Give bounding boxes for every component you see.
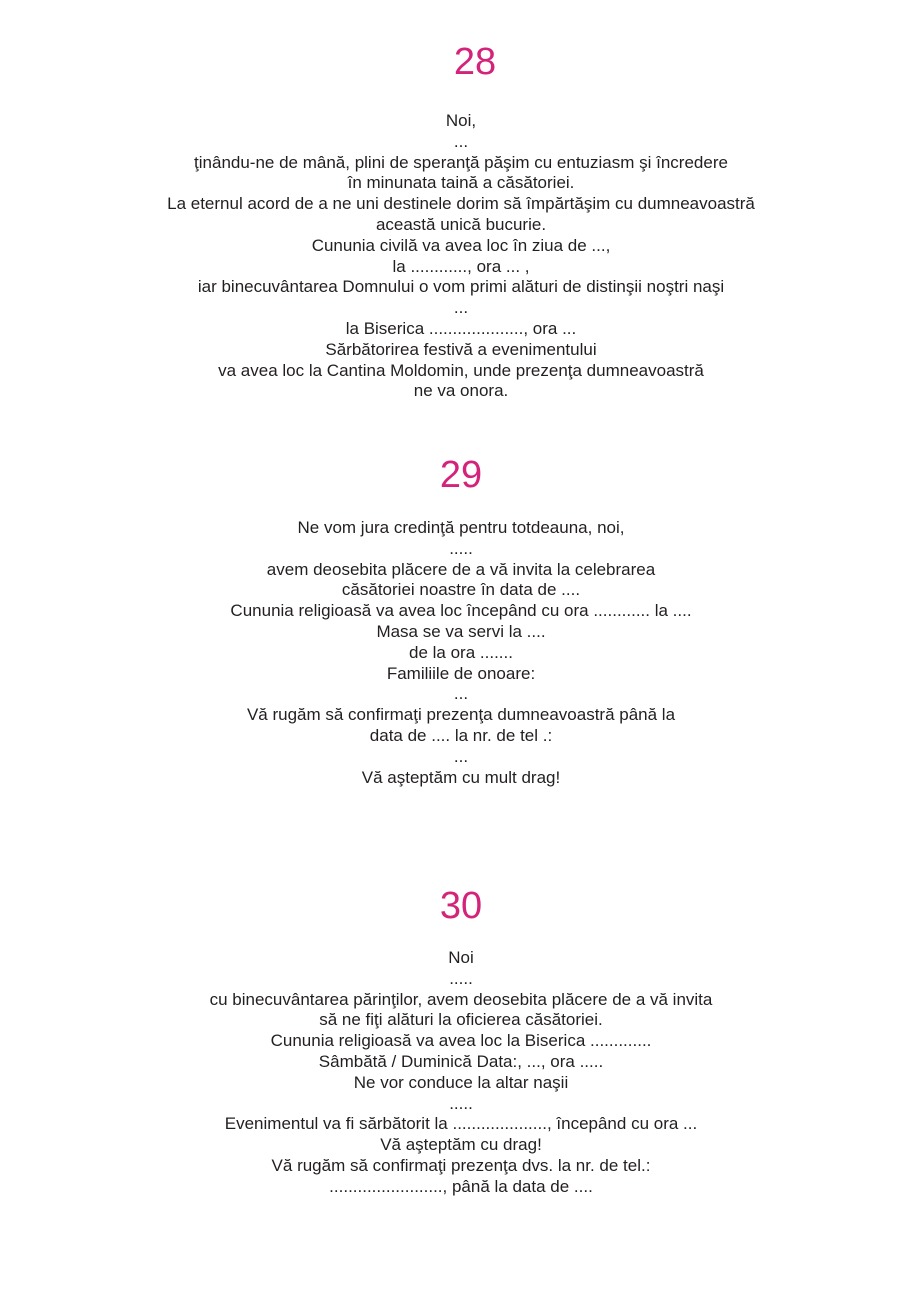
text-line: ne va onora.: [413, 381, 509, 401]
invitation-text: [0, 518, 922, 788]
text-line: la Biserica ...................., ora ...: [345, 318, 577, 338]
text-line: Familiile de onoare:: [386, 663, 536, 683]
invitation-28: [0, 40, 922, 402]
text-line: această unică bucurie.: [375, 214, 547, 234]
text-line: Cununia religioasă va avea loc începând cu ora ............ la ....: [230, 601, 692, 621]
text-line: Evenimentul va fi sărbătorit la ...................., începând cu ora ...: [224, 1114, 698, 1134]
invitation-number: 28: [453, 41, 497, 83]
text-line: Vă aşteptăm cu mult drag!: [361, 767, 561, 787]
text-line: ...: [453, 684, 469, 704]
text-line: la ............, ora ... ,: [392, 256, 530, 276]
text-line: Ne vom jura credinţă pentru totdeauna, noi,: [297, 518, 625, 537]
text-line: de la ora .......: [409, 642, 513, 662]
text-line: data de .... la nr. de tel .:: [369, 725, 553, 745]
text-line: va avea loc la Cantina Moldomin, unde prezenţa dumneavoastră: [218, 360, 704, 380]
text-line: Vă rugăm să confirmaţi prezenţa dumneavoastră până la: [246, 705, 676, 725]
text-line: .....: [449, 1093, 473, 1113]
text-line: .....: [449, 538, 473, 558]
text-line: în minunata taină a căsătoriei.: [347, 173, 575, 193]
invitation-30: [0, 884, 922, 1198]
text-line: ...: [453, 746, 469, 766]
invitation-number: 30: [439, 885, 483, 927]
text-line: La eternul acord de a ne uni destinele dorim să împărtăşim cu dumneavoastră: [167, 194, 755, 214]
text-line: Noi,: [445, 111, 477, 130]
text-line: avem deosebita plăcere de a vă invita la celebrarea: [266, 559, 656, 579]
text-line: ţinându-ne de mână, plini de speranţă păşim cu entuziasm şi încredere: [194, 152, 728, 172]
text-line: Masa se va servi la ....: [376, 621, 546, 641]
invitation-number: 29: [439, 454, 483, 496]
text-line: cu binecuvântarea părinţilor, avem deosebita plăcere de a vă invita: [209, 989, 713, 1009]
invitation-29: [0, 453, 922, 788]
text-line: ...: [453, 298, 469, 318]
text-line: Vă aşteptăm cu drag!: [380, 1135, 542, 1155]
invitation-text: [0, 111, 922, 402]
text-line: Ne vor conduce la altar naşii: [353, 1072, 569, 1092]
text-line: Noi: [448, 948, 474, 967]
text-line: Cununia civilă va avea loc în ziua de ...,: [311, 235, 611, 255]
text-line: căsătoriei noastre în data de ....: [341, 580, 581, 600]
text-line: ...: [453, 131, 469, 151]
text-line: Cununia religioasă va avea loc la Biserica .............: [270, 1031, 652, 1051]
text-line: iar binecuvântarea Domnului o vom primi alături de distinşii noştri naşi: [197, 277, 725, 297]
text-line: Vă rugăm să confirmaţi prezenţa dvs. la nr. de tel.:: [271, 1155, 651, 1175]
text-line: Sâmbătă / Duminică Data:, ..., ora .....: [318, 1051, 604, 1071]
text-line: .....: [449, 968, 473, 988]
text-line: Sărbătorirea festivă a evenimentului: [325, 339, 597, 359]
text-line: să ne fiţi alături la oficierea căsătoriei.: [319, 1010, 603, 1030]
invitation-text: [0, 948, 922, 1198]
text-line: ........................, până la data de ....: [329, 1176, 593, 1196]
